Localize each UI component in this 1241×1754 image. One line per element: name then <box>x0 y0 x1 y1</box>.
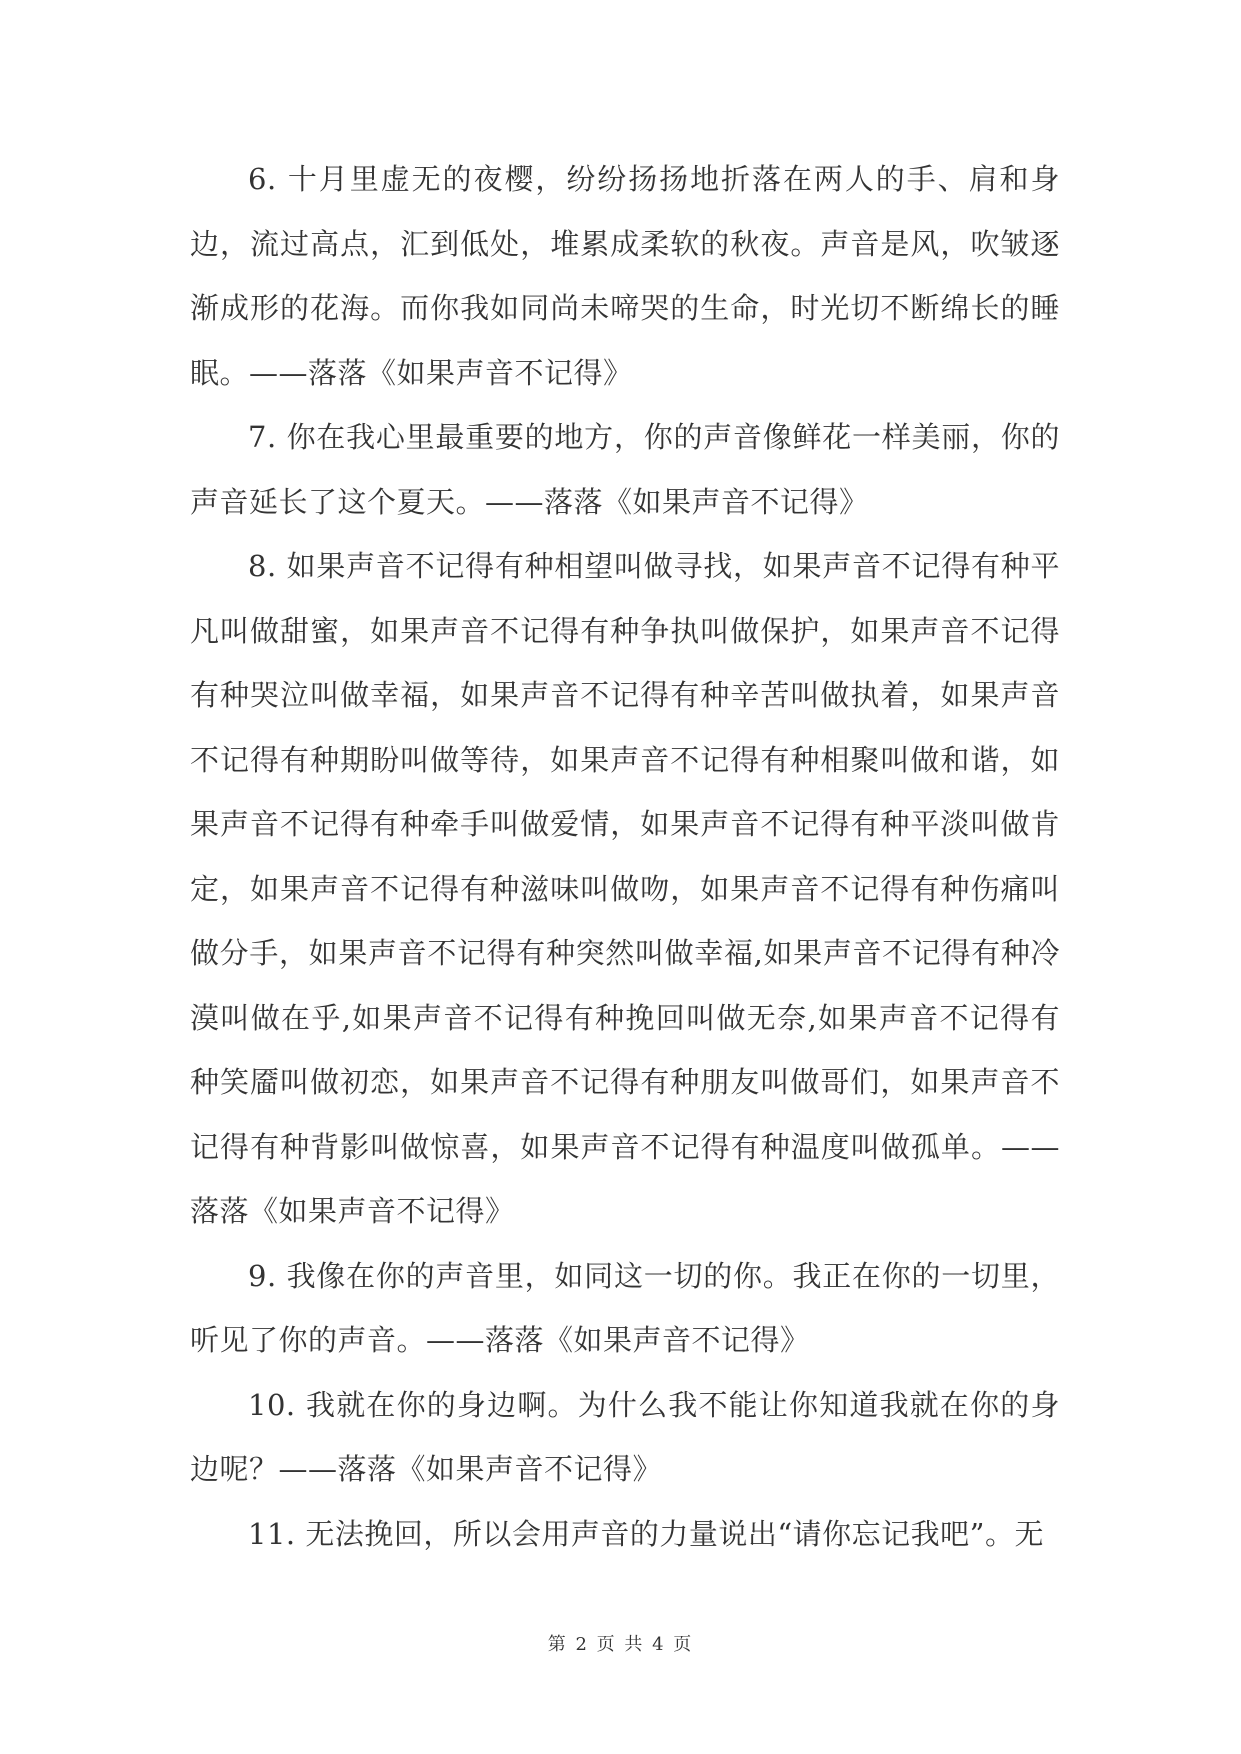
paragraph-8: 8. 如果声音不记得有种相望叫做寻找，如果声音不记得有种平凡叫做甜蜜，如果声音不记得有种争执叫做保护，如果声音不记得有种哭泣叫做幸福，如果声音不记得有种辛苦叫做执着，如果声音不记得有种期盼叫做等待，如果声音不记得有种相聚叫做和谐，如果声音不记得有种牵手叫做爱情，如果声音不记得有种平淡叫做肯定，如果声音不记得有种滋味叫做吻，如果声音不记得有种伤痛叫做分手，如果声音不记得有种突然叫做幸福,如果声音不记得有种冷漠叫做在乎,如果声音不记得有种挽回叫做无奈,如果声音不记得有种笑靥叫做初恋，如果声音不记得有种朋友叫做哥们，如果声音不记得有种背影叫做惊喜，如果声音不记得有种温度叫做孤单。——落落《如果声音不记得》 <box>190 549 1060 1228</box>
paragraph-6: 6. 十月里虚无的夜樱，纷纷扬扬地折落在两人的手、肩和身边，流过高点，汇到低处，堆累成柔软的秋夜。声音是风，吹皱逐渐成形的花海。而你我如同尚未啼哭的生命，时光切不断绵长的睡眠。——落落《如果声音不记得》 <box>190 162 1060 390</box>
document-body <box>190 147 1060 1566</box>
paragraph-11: 11. 无法挽回，所以会用声音的力量说出“请你忘记我吧”。无 <box>248 1516 1044 1551</box>
paragraph-10: 10. 我就在你的身边啊。为什么我不能让你知道我就在你的身边呢？——落落《如果声音不记得》 <box>190 1387 1060 1486</box>
page-number-footer: 第 2 页 共 4 页 <box>547 1634 694 1655</box>
paragraph-9: 9. 我像在你的声音里，如同这一切的你。我正在你的一切里，听见了你的声音。——落落《如果声音不记得》 <box>190 1258 1060 1357</box>
paragraph-7: 7. 你在我心里最重要的地方，你的声音像鲜花一样美丽，你的声音延长了这个夏天。——落落《如果声音不记得》 <box>190 420 1060 519</box>
